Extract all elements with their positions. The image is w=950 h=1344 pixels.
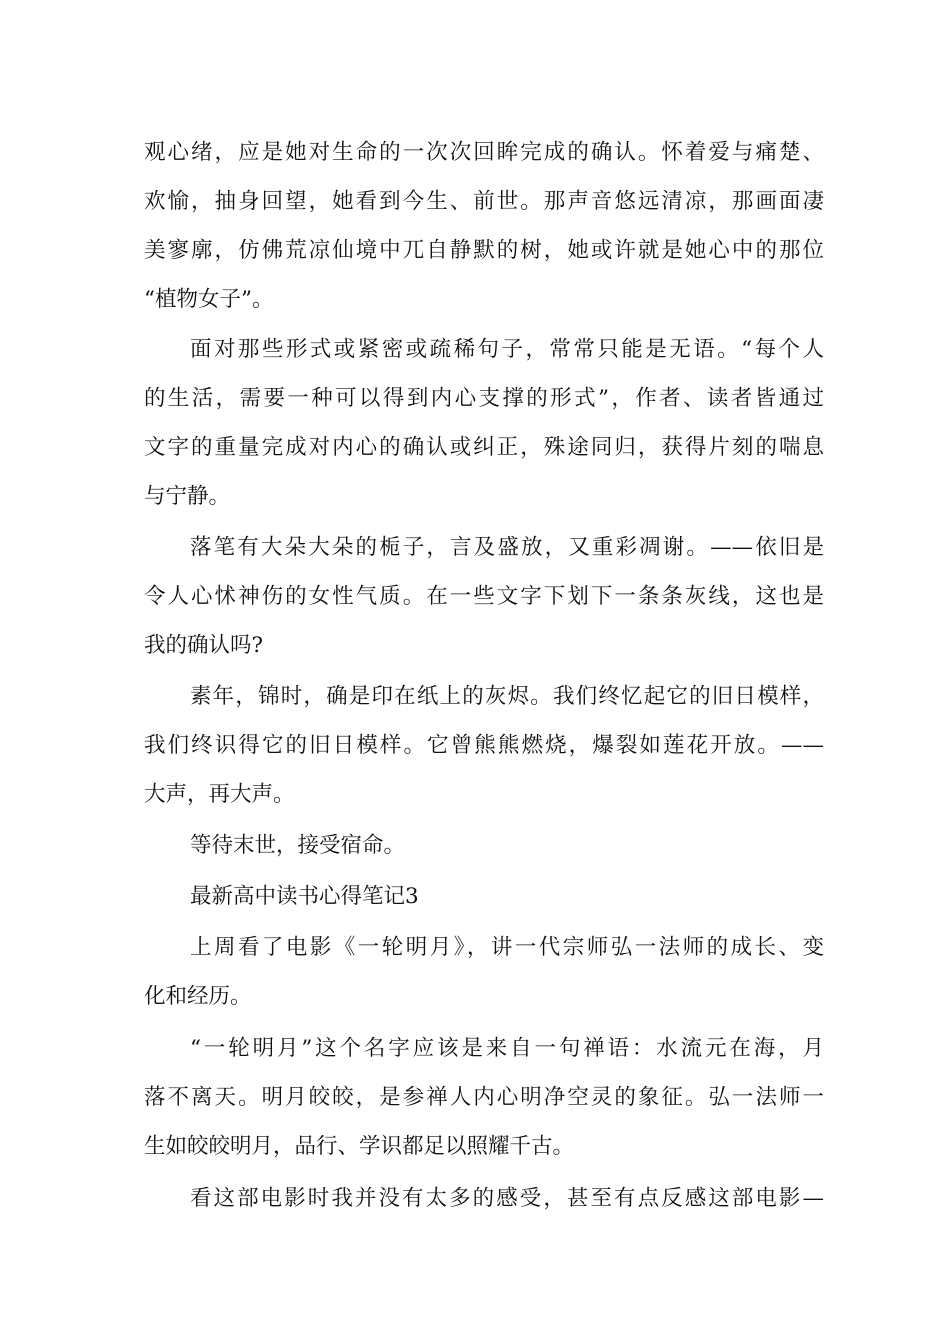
text-line: “植物女子”。 — [144, 287, 274, 312]
text-line: 我的确认吗? — [144, 633, 264, 658]
text-line: 美寥廓，仿佛荒凉仙境中兀自静默的树，她或许就是她心中的那位 — [144, 238, 824, 263]
text-line: 落不离天。明月皎皎，是参禅人内心明净空灵的象征。弘一法师一 — [144, 1085, 824, 1110]
text-line: 我们终识得它的旧日模样。它曾熊熊燃烧，爆裂如莲花开放。—— — [144, 733, 824, 758]
text-line: 落笔有大朵大朵的栀子，言及盛放，又重彩凋谢。——依旧是 — [190, 535, 824, 560]
text-line: “一轮明月”这个名字应该是来自一句禅语：水流元在海，月 — [190, 1036, 824, 1061]
text-line: 与宁静。 — [144, 484, 231, 509]
text-line: 化和经历。 — [144, 984, 252, 1009]
text-line: 面对那些形式或紧密或疏稀句子，常常只能是无语。“每个人 — [190, 337, 824, 362]
text-line: 观心绪，应是她对生命的一次次回眸完成的确认。怀着爱与痛楚、 — [144, 140, 824, 165]
text-line: 看这部电影时我并没有太多的感受，甚至有点反感这部电影— — [190, 1186, 824, 1211]
text-line: 生如皎皎明月，品行、学识都足以照耀千古。 — [144, 1134, 575, 1159]
text-line: 的生活，需要一种可以得到内心支撑的形式”，作者、读者皆通过 — [144, 386, 824, 411]
text-line: 令人心怵神伤的女性气质。在一些文字下划下一条条灰线，这也是 — [144, 584, 824, 609]
section-heading: 最新高中读书心得笔记3 — [190, 884, 419, 909]
text-line: 素年，锦时，确是印在纸上的灰烬。我们终忆起它的旧日模样， — [190, 684, 824, 709]
text-line: 上周看了电影《一轮明月》，讲一代宗师弘一法师的成长、变 — [190, 935, 824, 960]
text-line: 文字的重量完成对内心的确认或纠正，殊途同归，获得片刻的喘息 — [144, 435, 824, 460]
text-line: 欢愉，抽身回望，她看到今生、前世。那声音悠远清凉，那画面凄 — [144, 189, 824, 214]
text-line: 等待末世，接受宿命。 — [190, 833, 406, 858]
text-line: 大声，再大声。 — [144, 782, 295, 807]
